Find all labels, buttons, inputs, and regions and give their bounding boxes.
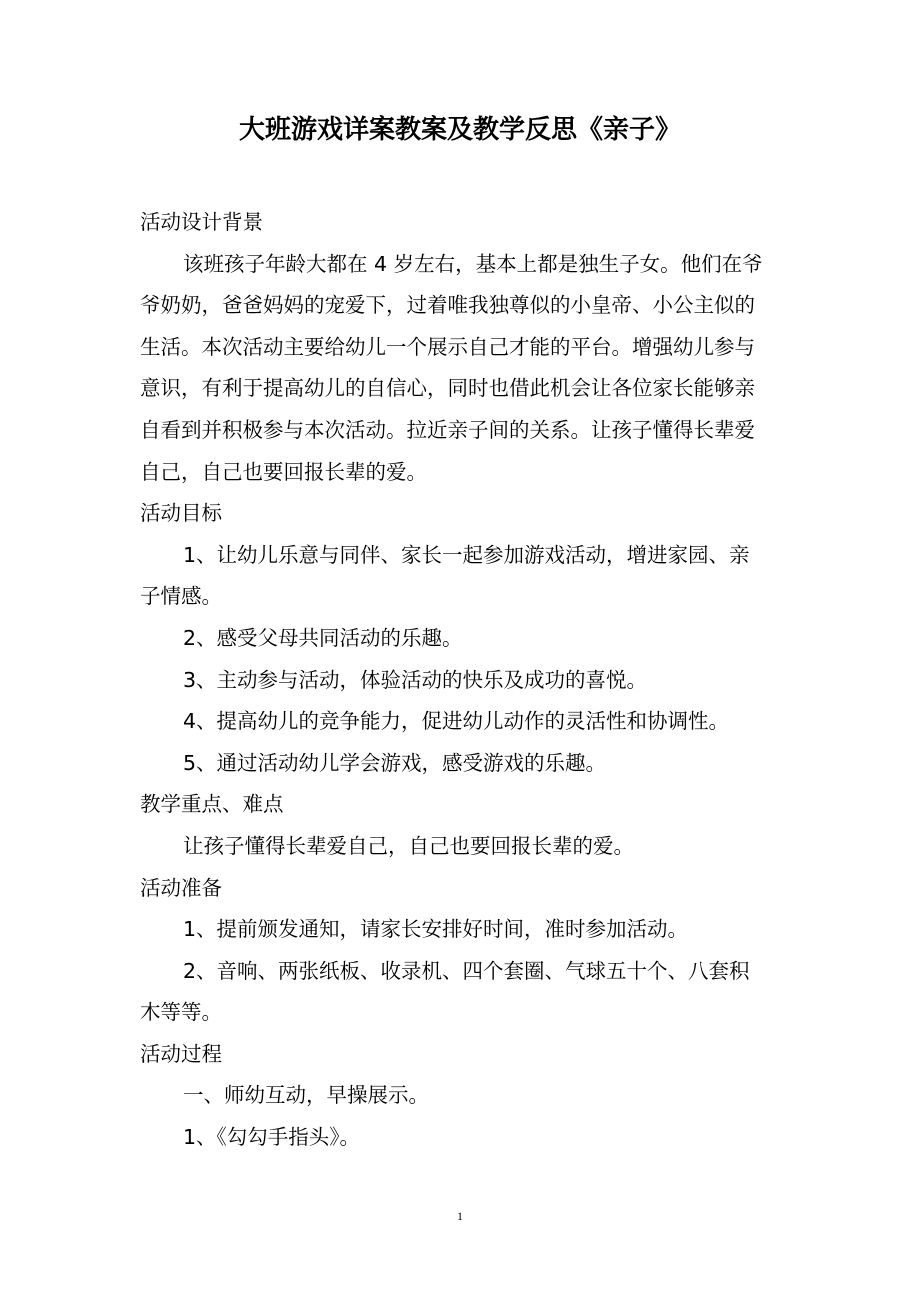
preparation-item-2: 2、音响、两张纸板、收录机、四个套圈、气球五十个、八套积 bbox=[183, 958, 750, 983]
section-heading-goals: 活动目标 bbox=[140, 501, 222, 526]
goal-item-1-continued: 子情感。 bbox=[140, 584, 222, 609]
goal-item-4: 4、提高幼儿的竞争能力，促进幼儿动作的灵活性和协调性。 bbox=[183, 709, 730, 734]
process-step-1: 一、师幼互动，早操展示。 bbox=[183, 1083, 429, 1108]
document-body bbox=[140, 202, 782, 1159]
page-number: 1 bbox=[457, 1209, 463, 1223]
key-points-text: 让孩子懂得长辈爱自己，自己也要回报长辈的爱。 bbox=[183, 833, 634, 858]
document-title: 大班游戏详案教案及教学反思《亲子》 bbox=[238, 115, 681, 145]
paragraph-line: 意识，有利于提高幼儿的自信心，同时也借此机会让各位家长能够亲 bbox=[140, 376, 755, 401]
paragraph-line: 生活。本次活动主要给幼儿一个展示自己才能的平台。增强幼儿参与 bbox=[140, 334, 755, 359]
section-heading-key-points: 教学重点、难点 bbox=[140, 792, 284, 817]
paragraph-line: 爷奶奶，爸爸妈妈的宠爱下，过着唯我独尊似的小皇帝、小公主似的 bbox=[140, 293, 755, 318]
goal-item-2: 2、感受父母共同活动的乐趣。 bbox=[183, 625, 463, 650]
paragraph-line: 该班孩子年龄大都在 4 岁左右，基本上都是独生子女。他们在爷 bbox=[183, 251, 763, 276]
goal-item-3: 3、主动参与活动，体验活动的快乐及成功的喜悦。 bbox=[183, 667, 648, 692]
preparation-item-2-continued: 木等等。 bbox=[140, 1000, 222, 1025]
process-substep-1: 1、《勾勾手指头》。 bbox=[183, 1125, 361, 1150]
preparation-item-1: 1、提前颁发通知，请家长安排好时间，准时参加活动。 bbox=[183, 917, 689, 942]
section-heading-process: 活动过程 bbox=[140, 1041, 222, 1066]
section-heading-preparation: 活动准备 bbox=[140, 875, 222, 900]
goal-item-1: 1、让幼儿乐意与同伴、家长一起参加游戏活动，增进家园、亲 bbox=[183, 542, 750, 567]
section-heading-background: 活动设计背景 bbox=[140, 210, 263, 234]
paragraph-line: 自己，自己也要回报长辈的爱。 bbox=[140, 459, 427, 484]
goal-item-5: 5、通过活动幼儿学会游戏，感受游戏的乐趣。 bbox=[183, 750, 607, 775]
paragraph-line: 自看到并积极参与本次活动。拉近亲子间的关系。让孩子懂得长辈爱 bbox=[140, 417, 755, 442]
